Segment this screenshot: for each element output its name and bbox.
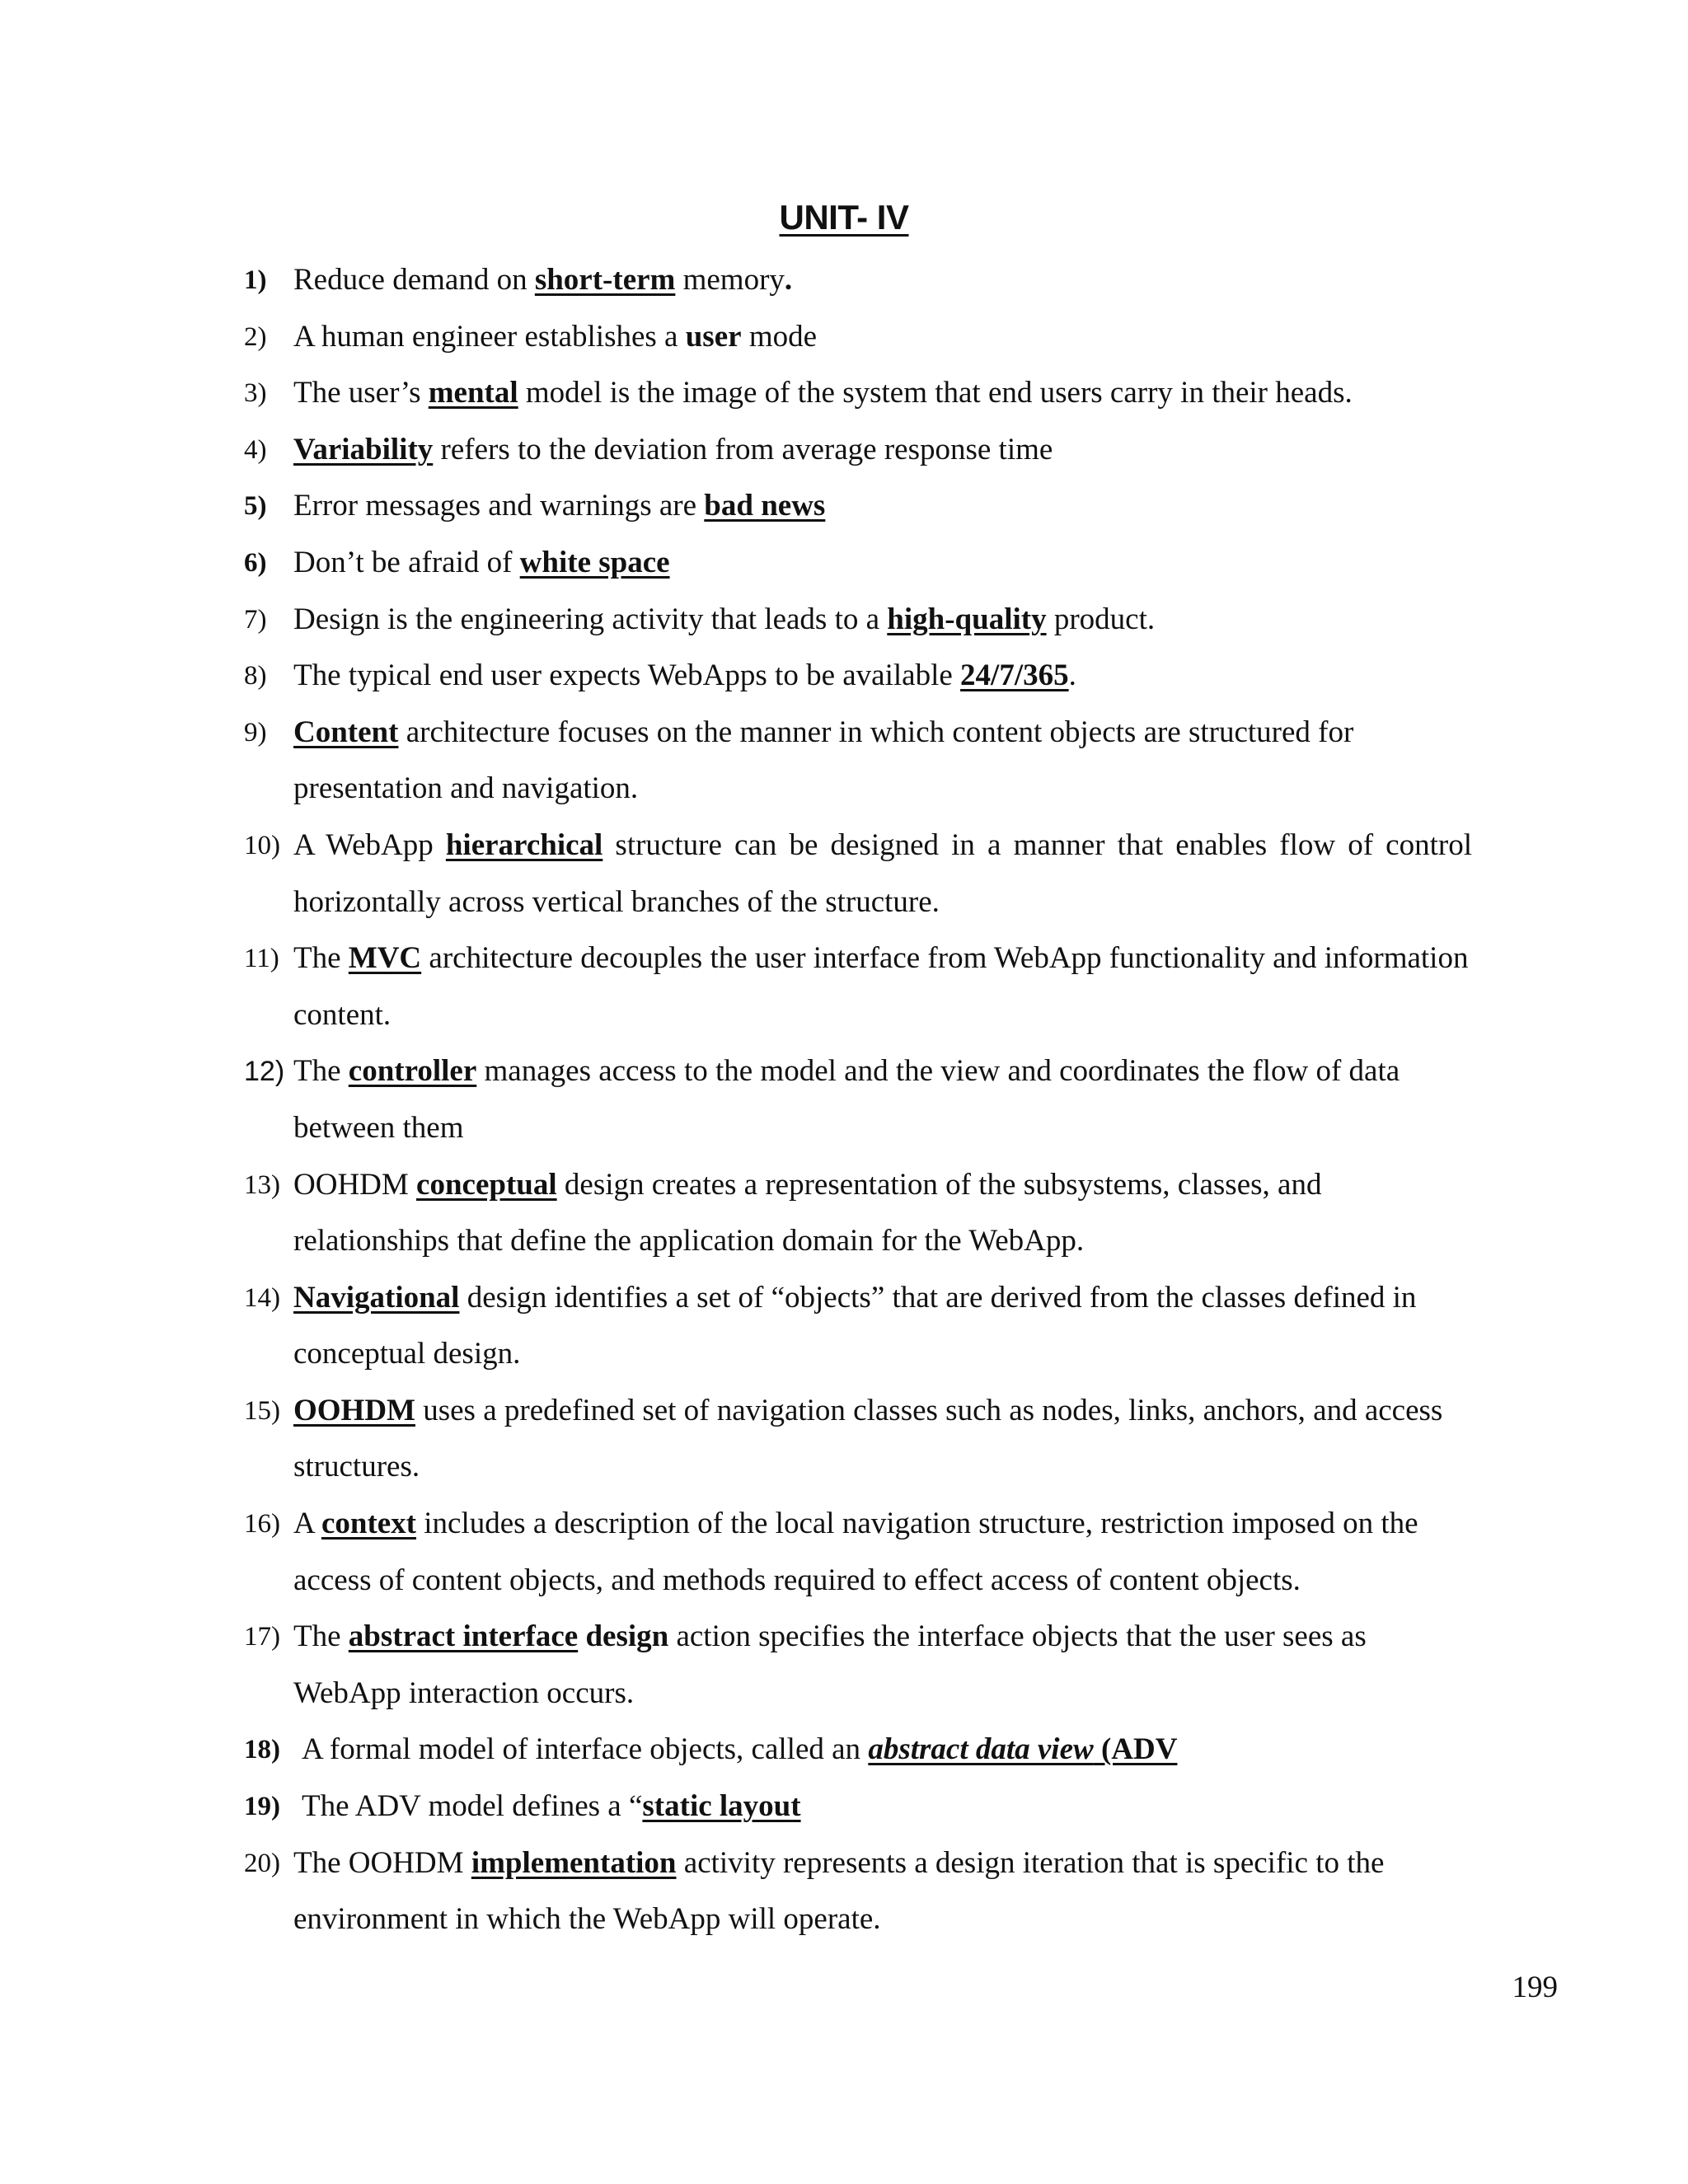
- item-text: [293, 320, 817, 354]
- list-item: [244, 818, 1472, 930]
- item-number: 17): [244, 1622, 280, 1652]
- item-number: 9): [244, 717, 267, 748]
- item-text-run: A: [293, 1507, 321, 1541]
- item-text-run: refers to the deviation from average response time: [433, 432, 1053, 466]
- item-text: [293, 658, 1076, 692]
- item-text-run: Don’t be afraid of: [293, 545, 520, 579]
- item-text: [293, 715, 1353, 806]
- item-text: [293, 941, 1468, 1032]
- answer-term: abstract data view: [868, 1732, 1094, 1767]
- item-text-run: Error messages and warnings are: [293, 489, 705, 523]
- item-text-run: The typical end user expects WebApps to be available: [293, 658, 961, 693]
- item-number: 5): [244, 491, 267, 522]
- item-text-run: uses a predefined set of navigation classes such as nodes, links, anchors, and access structures.: [293, 1393, 1443, 1484]
- item-text: [293, 602, 1155, 636]
- item-text: [302, 1789, 801, 1823]
- item-text: [293, 1619, 1367, 1710]
- item-number: 3): [244, 378, 267, 409]
- item-text: [293, 1394, 1442, 1484]
- answer-term: high-quality: [887, 602, 1047, 636]
- item-text: [293, 433, 1053, 466]
- item-text: [293, 828, 1472, 919]
- item-text-run: .: [1068, 658, 1076, 693]
- list-item: [244, 365, 1472, 422]
- item-number: 13): [244, 1169, 280, 1200]
- list-item: [244, 1383, 1472, 1496]
- item-text: [293, 1281, 1416, 1371]
- item-text-run: The: [293, 1619, 349, 1654]
- answer-term: static layout: [642, 1789, 801, 1824]
- list-item: [244, 1496, 1472, 1609]
- item-text: [293, 546, 670, 579]
- item-text-run: architecture focuses on the manner in which content objects are structured for presentation and navigation.: [293, 715, 1354, 806]
- item-text-run: action specifies the interface objects that the user sees as WebApp interaction occurs.: [293, 1619, 1367, 1710]
- page-title: [0, 191, 1688, 244]
- answer-term: conceptual: [416, 1167, 557, 1202]
- item-text-run: architecture decouples the user interface from WebApp functionality and information content.: [293, 941, 1469, 1032]
- answer-term: (ADV: [1093, 1732, 1178, 1767]
- list-item: [244, 592, 1472, 649]
- answer-term: mental: [428, 376, 518, 410]
- item-text-run: model is the image of the system that end users carry in their heads.: [518, 376, 1353, 410]
- list-item: [244, 1270, 1472, 1383]
- item-number: 10): [244, 830, 280, 860]
- list-item: [244, 478, 1472, 535]
- item-text-run: The user’s: [293, 376, 429, 410]
- question-list: [244, 252, 1472, 1948]
- item-text-run: Reduce demand on: [293, 263, 535, 297]
- list-item: [244, 1779, 1472, 1835]
- list-item: [244, 1157, 1472, 1270]
- item-text-run: The: [293, 1054, 349, 1089]
- item-text: [302, 1732, 1177, 1766]
- answer-term: white space: [519, 545, 670, 579]
- item-text-run: user: [685, 319, 742, 354]
- item-text: [293, 376, 1353, 410]
- list-item: [244, 252, 1472, 309]
- item-number: 7): [244, 604, 267, 635]
- item-text-run: includes a description of the local navigation structure, restriction imposed on the access of content objects, and methods required to effect access of content objects.: [293, 1507, 1418, 1597]
- list-item: [244, 422, 1472, 479]
- item-number: 6): [244, 547, 267, 578]
- answer-term: short-term: [534, 263, 676, 297]
- page-number: 199: [1512, 1971, 1558, 2004]
- answer-term: Variability: [293, 432, 434, 466]
- answer-term: bad news: [704, 489, 826, 523]
- item-text-run: OOHDM: [293, 1167, 417, 1202]
- item-text: [293, 1054, 1400, 1145]
- item-number: 16): [244, 1509, 280, 1540]
- item-number: 11): [244, 944, 279, 974]
- item-text-run: activity represents a design iteration that is specific to the environment in which the WebApp will operate.: [293, 1845, 1385, 1937]
- item-text-run: The: [293, 941, 349, 976]
- item-text: [293, 1507, 1418, 1597]
- item-text-run: product.: [1046, 602, 1156, 636]
- item-text-run: A formal model of interface objects, called an: [302, 1732, 869, 1767]
- list-item: [244, 1835, 1472, 1948]
- list-item: [244, 535, 1472, 592]
- list-item: [244, 930, 1472, 1043]
- answer-term: OOHDM: [293, 1393, 415, 1427]
- item-number: 12): [244, 1056, 285, 1088]
- answer-term: 24/7/365: [960, 658, 1069, 693]
- item-text-run: manages access to the model and the view and coordinates the flow of data between them: [293, 1054, 1400, 1145]
- item-text-run: The ADV model defines a “: [302, 1789, 643, 1824]
- item-text-run: .: [784, 263, 793, 297]
- item-text: [293, 263, 792, 297]
- item-number: 18): [244, 1735, 280, 1765]
- item-text-run: design: [585, 1619, 669, 1654]
- item-text-run: design creates a representation of the subsystems, classes, and relationships that define the application domain for the WebApp.: [293, 1167, 1322, 1258]
- item-text-run: The OOHDM: [293, 1845, 471, 1880]
- item-number: 15): [244, 1395, 280, 1426]
- item-number: 14): [244, 1282, 280, 1313]
- page-title-text: UNIT- IV: [779, 198, 909, 237]
- item-number: 19): [244, 1792, 280, 1822]
- item-number: 4): [244, 434, 267, 465]
- list-item: [244, 705, 1472, 818]
- answer-term: MVC: [348, 941, 422, 976]
- item-text-run: memory: [675, 263, 785, 297]
- answer-term: abstract interface: [348, 1619, 579, 1654]
- item-text-run: A WebApp: [293, 827, 446, 862]
- answer-term: implementation: [471, 1845, 677, 1880]
- list-item: [244, 648, 1472, 705]
- item-number: 2): [244, 321, 267, 352]
- item-number: 20): [244, 1848, 280, 1878]
- list-item: [244, 1609, 1472, 1722]
- item-number: 8): [244, 661, 267, 691]
- answer-term: Content: [293, 715, 399, 749]
- item-text-run: structure can be designed in a manner that enables flow of control horizontally across vertical branches of the structure.: [293, 827, 1472, 919]
- list-item: [244, 1722, 1472, 1779]
- item-text-run: Design is the engineering activity that leads to a: [293, 602, 888, 636]
- item-text-run: design identifies a set of “objects” that are derived from the classes defined in conceptual design.: [293, 1280, 1417, 1371]
- answer-term: hierarchical: [445, 827, 603, 862]
- list-item: [244, 1043, 1472, 1156]
- answer-term: Navigational: [293, 1280, 460, 1315]
- item-number: 1): [244, 265, 267, 295]
- item-text-run: mode: [741, 319, 818, 354]
- list-item: [244, 309, 1472, 366]
- item-text: [293, 489, 825, 523]
- item-text: [293, 1168, 1321, 1258]
- item-text-run: A human engineer establishes a: [293, 319, 686, 354]
- answer-term: context: [321, 1507, 417, 1541]
- answer-term: controller: [348, 1054, 477, 1089]
- item-text: [293, 1846, 1384, 1937]
